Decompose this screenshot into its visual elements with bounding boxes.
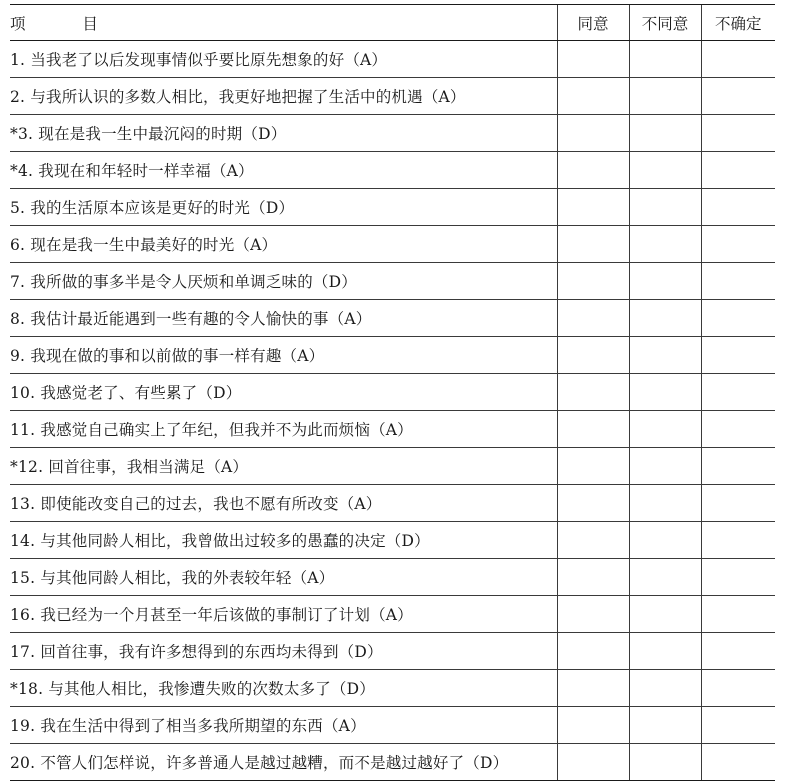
agree-cell[interactable] (557, 226, 629, 263)
table-row (10, 189, 775, 226)
item-statement: 1. 当我老了以后发现事情似乎要比原先想象的好（A） (10, 41, 557, 78)
item-statement: 11. 我感觉自己确实上了年纪，但我并不为此而烦恼（A） (10, 411, 557, 448)
item-statement: 9. 我现在做的事和以前做的事一样有趣（A） (10, 337, 557, 374)
uncertain-cell[interactable] (701, 226, 775, 263)
item-statement: 5. 我的生活原本应该是更好的时光（D） (10, 189, 557, 226)
item-statement: *4. 我现在和年轻时一样幸福（A） (10, 152, 557, 189)
agree-cell[interactable] (557, 337, 629, 374)
table-row (10, 559, 775, 596)
table-body (10, 41, 775, 781)
uncertain-cell[interactable] (701, 152, 775, 189)
item-statement: 2. 与我所认识的多数人相比，我更好地把握了生活中的机遇（A） (10, 78, 557, 115)
table-row (10, 522, 775, 559)
uncertain-cell[interactable] (701, 411, 775, 448)
header-agree: 同意 (557, 5, 629, 41)
header-item: 项 目 (10, 5, 557, 41)
agree-cell[interactable] (557, 411, 629, 448)
disagree-cell[interactable] (629, 670, 701, 707)
disagree-cell[interactable] (629, 448, 701, 485)
uncertain-cell[interactable] (701, 522, 775, 559)
agree-cell[interactable] (557, 596, 629, 633)
item-statement: 16. 我已经为一个月甚至一年后该做的事制订了计划（A） (10, 596, 557, 633)
disagree-cell[interactable] (629, 78, 701, 115)
uncertain-cell[interactable] (701, 189, 775, 226)
agree-cell[interactable] (557, 300, 629, 337)
agree-cell[interactable] (557, 263, 629, 300)
agree-cell[interactable] (557, 670, 629, 707)
disagree-cell[interactable] (629, 41, 701, 78)
item-statement: 8. 我估计最近能遇到一些有趣的令人愉快的事（A） (10, 300, 557, 337)
agree-cell[interactable] (557, 633, 629, 670)
agree-cell[interactable] (557, 374, 629, 411)
item-statement: *3. 现在是我一生中最沉闷的时期（D） (10, 115, 557, 152)
uncertain-cell[interactable] (701, 707, 775, 744)
agree-cell[interactable] (557, 559, 629, 596)
disagree-cell[interactable] (629, 115, 701, 152)
disagree-cell[interactable] (629, 263, 701, 300)
table-row (10, 263, 775, 300)
disagree-cell[interactable] (629, 189, 701, 226)
header-disagree: 不同意 (629, 5, 701, 41)
life-satisfaction-table (10, 4, 775, 781)
table-row (10, 374, 775, 411)
uncertain-cell[interactable] (701, 300, 775, 337)
disagree-cell[interactable] (629, 559, 701, 596)
table-row (10, 337, 775, 374)
agree-cell[interactable] (557, 448, 629, 485)
agree-cell[interactable] (557, 41, 629, 78)
agree-cell[interactable] (557, 707, 629, 744)
item-statement: 19. 我在生活中得到了相当多我所期望的东西（A） (10, 707, 557, 744)
agree-cell[interactable] (557, 744, 629, 781)
disagree-cell[interactable] (629, 300, 701, 337)
disagree-cell[interactable] (629, 485, 701, 522)
uncertain-cell[interactable] (701, 633, 775, 670)
table-row (10, 41, 775, 78)
table-row (10, 448, 775, 485)
disagree-cell[interactable] (629, 337, 701, 374)
uncertain-cell[interactable] (701, 670, 775, 707)
agree-cell[interactable] (557, 78, 629, 115)
table-row (10, 633, 775, 670)
item-statement: 20. 不管人们怎样说，许多普通人是越过越糟，而不是越过越好了（D） (10, 744, 557, 781)
agree-cell[interactable] (557, 485, 629, 522)
uncertain-cell[interactable] (701, 485, 775, 522)
uncertain-cell[interactable] (701, 115, 775, 152)
table-row (10, 300, 775, 337)
table-row (10, 78, 775, 115)
table-row (10, 707, 775, 744)
disagree-cell[interactable] (629, 744, 701, 781)
table-row (10, 596, 775, 633)
disagree-cell[interactable] (629, 596, 701, 633)
item-statement: *18. 与其他人相比，我惨遭失败的次数太多了（D） (10, 670, 557, 707)
table-row (10, 411, 775, 448)
agree-cell[interactable] (557, 115, 629, 152)
table-row (10, 226, 775, 263)
uncertain-cell[interactable] (701, 744, 775, 781)
item-statement: *12. 回首往事，我相当满足（A） (10, 448, 557, 485)
header-uncertain: 不确定 (701, 5, 775, 41)
item-statement: 17. 回首往事，我有许多想得到的东西均未得到（D） (10, 633, 557, 670)
agree-cell[interactable] (557, 152, 629, 189)
item-statement: 7. 我所做的事多半是令人厌烦和单调乏味的（D） (10, 263, 557, 300)
table-row (10, 670, 775, 707)
uncertain-cell[interactable] (701, 337, 775, 374)
uncertain-cell[interactable] (701, 263, 775, 300)
agree-cell[interactable] (557, 189, 629, 226)
table-row (10, 115, 775, 152)
uncertain-cell[interactable] (701, 41, 775, 78)
disagree-cell[interactable] (629, 152, 701, 189)
item-statement: 15. 与其他同龄人相比，我的外表较年轻（A） (10, 559, 557, 596)
disagree-cell[interactable] (629, 411, 701, 448)
table-row (10, 152, 775, 189)
table-row (10, 485, 775, 522)
uncertain-cell[interactable] (701, 374, 775, 411)
item-statement: 6. 现在是我一生中最美好的时光（A） (10, 226, 557, 263)
disagree-cell[interactable] (629, 374, 701, 411)
disagree-cell[interactable] (629, 226, 701, 263)
item-statement: 14. 与其他同龄人相比，我曾做出过较多的愚蠢的决定（D） (10, 522, 557, 559)
table-row (10, 744, 775, 781)
disagree-cell[interactable] (629, 707, 701, 744)
agree-cell[interactable] (557, 522, 629, 559)
item-statement: 13. 即使能改变自己的过去，我也不愿有所改变（A） (10, 485, 557, 522)
item-statement: 10. 我感觉老了、有些累了（D） (10, 374, 557, 411)
disagree-cell[interactable] (629, 522, 701, 559)
uncertain-cell[interactable] (701, 559, 775, 596)
uncertain-cell[interactable] (701, 78, 775, 115)
header-row (10, 5, 775, 41)
uncertain-cell[interactable] (701, 596, 775, 633)
uncertain-cell[interactable] (701, 448, 775, 485)
disagree-cell[interactable] (629, 633, 701, 670)
